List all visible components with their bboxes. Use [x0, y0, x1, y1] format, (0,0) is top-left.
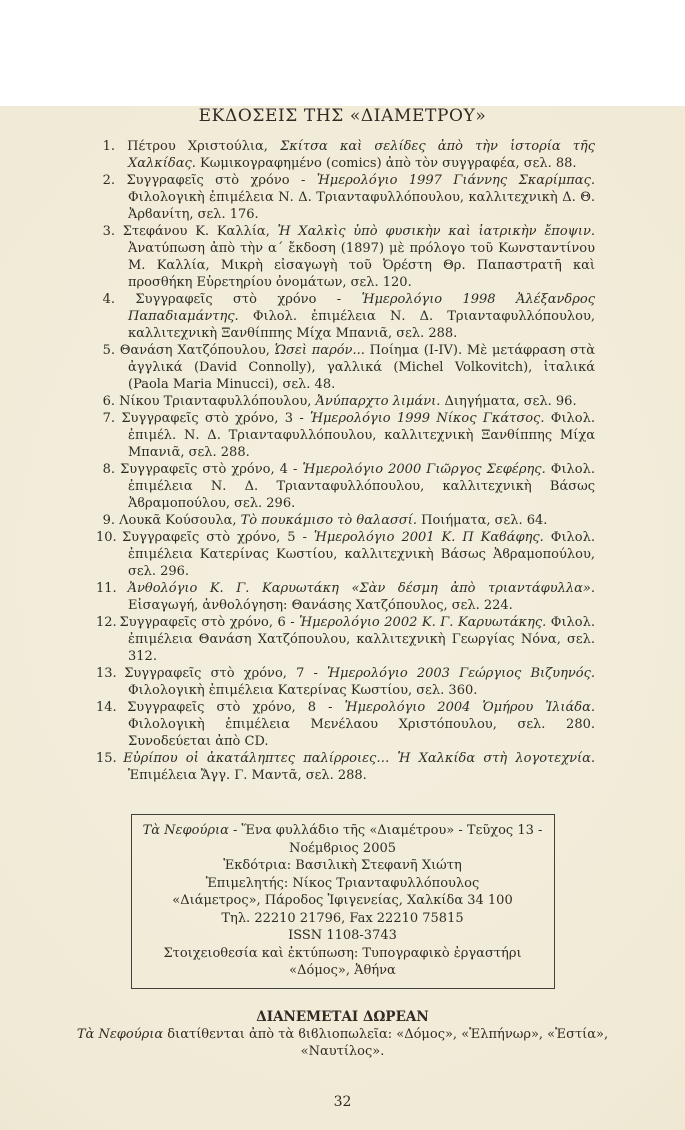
- item-number: 10.: [96, 530, 117, 545]
- work-title-text: Ἡμερολόγιο 2003 Γεώργιος Βιζυηνός.: [327, 666, 595, 681]
- body-text: Ἐπιμελητής: Νίκος Τριανταφυλλόπουλος: [205, 875, 480, 891]
- edition-item: [96, 410, 595, 461]
- item-number: 1.: [102, 139, 115, 154]
- edition-item: [96, 223, 595, 291]
- work-title-text: Ἀνύπαρχτο λιμάνι.: [315, 394, 441, 409]
- body-text: Φιλολ. ἐπιμέλ. Ν. Δ. Τριανταφυλλόπουλου, καλλιτεχνικὴ Ξανθίππης Μίχα Μπανιᾶ, σελ. 288.: [128, 411, 595, 460]
- body-text: Συγγραφεῖς στὸ χρόνο, 8 -: [127, 700, 345, 715]
- item-number: 3.: [102, 224, 115, 239]
- colophon-line: [140, 875, 546, 893]
- edition-item: [96, 291, 595, 342]
- body-text: Φιλολογικὴ ἐπιμέλεια Μενέλαου Χριστόπουλου, σελ. 280. Συνοδεύεται ἀπὸ CD.: [128, 717, 595, 749]
- body-text: Φιλολ. ἐπιμέλεια Κατερίνας Κωστίου, καλλιτεχνικὴ Βάσως Ἀϐραμοπούλου, σελ. 296.: [128, 530, 595, 579]
- edition-item: [96, 172, 595, 223]
- item-number: 13.: [96, 666, 117, 681]
- document-page: [0, 106, 685, 1130]
- work-title-text: Ἡμερολόγιο 1997 Γιάννης Σκαρίμπας.: [316, 173, 595, 188]
- body-text: Φιλολογικὴ ἐπιμέλεια Ν. Δ. Τριανταφυλλόπουλου, καλλιτεχνικὴ Δ. Θ. Ἀρϐανίτη, σελ. 176.: [128, 190, 595, 222]
- work-title-text: Ὡσεὶ παρόν...: [274, 343, 365, 358]
- body-text: Ἀνατύπωση ἀπὸ τὴν α΄ ἔκδοση (1897) μὲ πρόλογο τοῦ Κωνσταντίνου Μ. Καλλία, Μικρὴ εἰσαγωγὴ τοῦ Ὀρέστη Θρ. Παπαστρατῆ καὶ προσθήκη Εὑρετηρίου ὀνομάτων, σελ. 120.: [128, 241, 595, 290]
- body-text: Τηλ. 22210 21796, Fax 22210 75815: [221, 910, 464, 926]
- edition-item: [96, 529, 595, 580]
- body-text: Πέτρου Χριστούλια,: [127, 139, 281, 154]
- distribution-line: [0, 1043, 685, 1060]
- body-text: Ἐπιμέλεια Ἄγγ. Γ. Μαντᾶ, σελ. 288.: [128, 768, 367, 783]
- item-number: 5.: [102, 343, 115, 358]
- body-text: «Ναυτίλος».: [300, 1043, 385, 1059]
- body-text: Φιλολ. ἐπιμέλεια Ν. Δ. Τριανταφυλλόπουλου, καλλιτεχνικὴ Βάσως Ἀϐραμοπούλου, σελ. 296.: [128, 462, 595, 511]
- body-text: Εἰσαγωγή, ἀνθολόγηση: Θανάσης Χατζόπουλος, σελ. 224.: [128, 598, 513, 613]
- body-text: ISSN 1108-3743: [288, 928, 397, 943]
- body-text: Νίκου Τριανταφυλλόπουλου,: [119, 394, 316, 409]
- colophon-box: [131, 814, 555, 989]
- body-text: Συγγραφεῖς στὸ χρόνο, 7 -: [124, 666, 328, 681]
- page-title: ΕΚΔΟΣΕΙΣ ΤΗΣ «ΔΙΑΜΕΤΡΟΥ»: [198, 106, 487, 126]
- work-title-text: Τὸ πουκάμισο τὸ θαλασσί.: [240, 513, 417, 528]
- body-text: Διηγήματα, σελ. 96.: [440, 394, 577, 409]
- colophon-line: [140, 857, 546, 875]
- body-text: - Ἕνα φυλλάδιο τῆς «Διαμέτρου» - Τεῦχος 13 - Νοέμϐριος 2005: [228, 823, 543, 856]
- body-text: Κωμικογραφημένο (comics) ἀπὸ τὸν συγγραφέα, σελ. 88.: [195, 156, 577, 171]
- work-title-text: Εὐρίπου οἱ ἀκατάληπτες παλίρροιες… Ἡ Χαλκίδα στὴ λογοτεχνία.: [123, 751, 595, 766]
- editions-list: [0, 138, 685, 784]
- item-number: 4.: [102, 292, 115, 307]
- colophon-line: [140, 927, 546, 945]
- item-number: 15.: [96, 751, 117, 766]
- body-text: Λουκᾶ Κούσουλα,: [119, 513, 241, 528]
- edition-item: [96, 461, 595, 512]
- work-title-text: Τὰ Νεφούρια: [76, 1026, 164, 1042]
- body-text: «Διάμετρος», Πάροδος Ἰφιγενείας, Χαλκίδα 34 100: [172, 893, 513, 908]
- item-number: 9.: [102, 513, 115, 528]
- work-title-text: Ἀνθολόγιο Κ. Γ. Καρυωτάκη «Σὰν δέσμη ἀπὸ τριαντάφυλλα».: [127, 581, 595, 596]
- body-text: Ἐκδότρια: Βασιλικὴ Στεφανῆ Χιώτη: [223, 858, 462, 873]
- item-number: 12.: [96, 615, 117, 630]
- body-text: Στεφάνου Κ. Καλλία,: [122, 224, 278, 239]
- body-text: Ποιήματα, σελ. 64.: [416, 513, 548, 528]
- distribution-heading: ΔΙΑΝΕΜΕΤΑΙ ΔΩΡΕΑΝ: [256, 1008, 429, 1025]
- work-title-text: Ἡμερολόγιο 2002 Κ. Γ. Καρυωτάκης.: [299, 615, 547, 630]
- work-title-text: Τὰ Νεφούρια: [142, 823, 229, 838]
- body-text: Συγγραφεῖς στὸ χρόνο, 5 -: [121, 530, 314, 545]
- edition-item: [96, 665, 595, 699]
- work-title-text: Ἡμερολόγιο 2001 Κ. Π Καϐάφης.: [313, 530, 544, 545]
- edition-item: [96, 342, 595, 393]
- item-number: 8.: [102, 462, 115, 477]
- colophon-line: [140, 892, 546, 910]
- body-text: Συγγραφεῖς στὸ χρόνο -: [126, 173, 317, 188]
- distribution-line: [0, 1026, 685, 1043]
- distribution-note: [0, 1026, 685, 1060]
- body-text: Φιλολογικὴ ἐπιμέλεια Κατερίνας Κωστίου, σελ. 360.: [128, 683, 478, 698]
- body-text: Ποίημα (I-IV). Μὲ μετάφραση στὰ ἀγγλικά (David Connolly), γαλλικά (Michel Volkovitch), ἰταλικά (Paola Maria Minucci), σελ. 48.: [128, 343, 595, 392]
- work-title-text: Ἡ Χαλκὶς ὑπὸ φυσικὴν καὶ ἰατρικὴν ἔποψιν.: [277, 224, 595, 239]
- body-text: Συγγραφεῖς στὸ χρόνο, 4 -: [120, 462, 303, 477]
- edition-item: [96, 138, 595, 172]
- body-text: Στοιχειοθεσία καὶ ἐκτύπωση: Τυπογραφικὸ ἐργαστήρι «Δόμος», Ἀθήνα: [163, 945, 522, 978]
- item-number: 14.: [96, 700, 117, 715]
- work-title-text: Ἡμερολόγιο 2004 Ὁμήρου Ἰλιάδα.: [344, 700, 595, 715]
- colophon-line: [140, 822, 546, 857]
- edition-item: [96, 512, 595, 529]
- body-text: Συγγραφεῖς στὸ χρόνο, 6 -: [119, 615, 300, 630]
- item-number: 2.: [102, 173, 115, 188]
- item-number: 11.: [96, 581, 117, 596]
- body-text: Συγγραφεῖς στὸ χρόνο -: [135, 292, 362, 307]
- body-text: Φιλολ. ἐπιμέλεια Ν. Δ. Τριανταφυλλόπουλου, καλλιτεχνικὴ Ξανθίππης Μίχα Μπανιᾶ, σελ. 288.: [128, 309, 595, 341]
- work-title-text: Ἡμερολόγιο 1998 Ἀλέξανδρος Παπαδιαμάντης.: [128, 292, 595, 324]
- body-text: διατίθενται ἀπὸ τὰ ϐιϐλιοπωλεῖα: «Δόμος», «Ἐλπήνωρ», «Ἑστία»,: [163, 1026, 609, 1042]
- work-title-text: Σκίτσα καὶ σελίδες ἀπὸ τὴν ἱστορία τῆς Χαλκίδας.: [128, 139, 595, 171]
- work-title-text: Ἡμερολόγιο 2000 Γιῶργος Σεφέρης.: [302, 462, 546, 477]
- colophon-line: [140, 945, 546, 980]
- work-title-text: Ἡμερολόγιο 1999 Νίκος Γκάτσος.: [310, 411, 545, 426]
- body-text: Φιλολ. ἐπιμέλεια Θανάση Χατζόπουλου, καλλιτεχνικὴ Γεωργίας Νόνα, σελ. 312.: [128, 615, 595, 664]
- edition-item: [96, 393, 595, 410]
- edition-item: [96, 699, 595, 750]
- page-number: 32: [333, 1093, 352, 1110]
- colophon-line: [140, 910, 546, 928]
- body-text: Θανάση Χατζόπουλου,: [119, 343, 275, 358]
- item-number: 6.: [102, 394, 115, 409]
- edition-item: [96, 750, 595, 784]
- body-text: Συγγραφεῖς στὸ χρόνο, 3 -: [121, 411, 311, 426]
- edition-item: [96, 614, 595, 665]
- edition-item: [96, 580, 595, 614]
- item-number: 7.: [102, 411, 115, 426]
